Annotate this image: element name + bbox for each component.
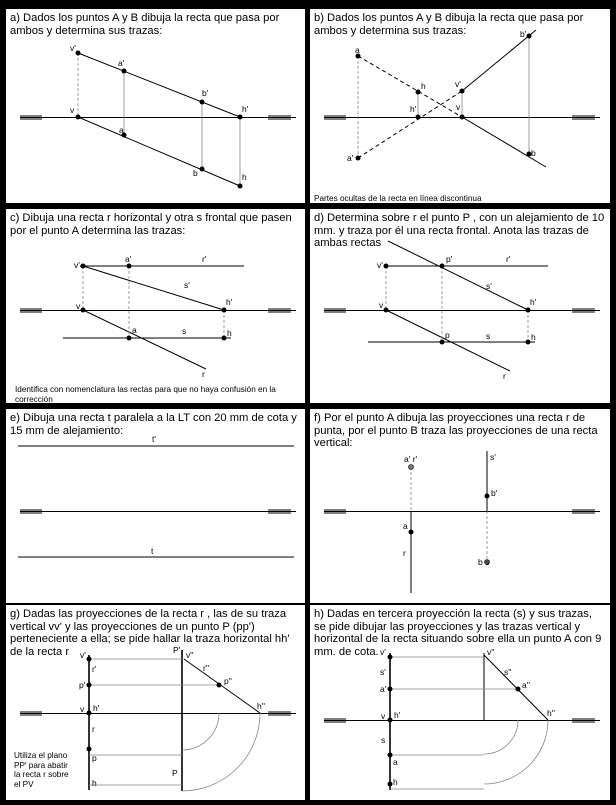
label-s-prime: s'	[486, 281, 492, 291]
point-h	[416, 90, 421, 95]
point-v	[87, 711, 92, 716]
line-r-prime	[462, 30, 536, 91]
panel-e-prompt: e) Dibuja una recta t paralela a la LT con 20 mm de cota y 15 mm de alejamiento:	[10, 412, 297, 437]
line-r-prime	[78, 53, 240, 117]
label-b: b	[193, 168, 198, 178]
hidden-segment	[358, 91, 462, 158]
point-v-prime	[81, 264, 86, 269]
label-p-double-prime: p''	[224, 676, 232, 686]
label-a-prime: a'	[118, 58, 125, 68]
panel-b-note: Partes ocultas de la recta en línea discontinua	[314, 194, 482, 203]
label-h-double-prime: h''	[547, 708, 555, 718]
panel-a-prompt: a) Dados los puntos A y B dibuja la recta que pasa por ambos y determina sus trazas:	[10, 12, 280, 37]
point-b	[200, 167, 205, 172]
label-r: r	[92, 724, 95, 734]
panel-f-prompt: f) Por el punto A dibuja las proyecciones una recta r de punta, por el punto B traza las proyecciones de una recta vertical:	[314, 412, 598, 449]
panel-d-prompt: d) Determina sobre r el punto P , con un alejamiento de 10 mm. y traza por él una recta frontal. Anota las trazas de ambas rectas	[314, 212, 605, 249]
panel-c	[6, 209, 305, 403]
label-h-prime: h'	[394, 710, 401, 720]
label-b-s: b s	[478, 557, 490, 567]
label-s: s	[381, 735, 386, 745]
point-v-prime	[388, 655, 393, 660]
point-v-prime	[384, 264, 389, 269]
point-h-prime	[526, 308, 531, 313]
label-h: h	[393, 777, 398, 787]
label-r-prime: r'	[506, 254, 511, 264]
label-a-double-prime: a''	[522, 680, 530, 690]
point-a	[388, 753, 393, 758]
line-r	[83, 310, 206, 369]
point-h-prime	[238, 115, 243, 120]
point-h	[238, 184, 243, 189]
label-h: h	[421, 81, 426, 91]
label-b-prime: b'	[520, 29, 527, 39]
label-plane-P-prime: P'	[173, 645, 181, 655]
point-a	[127, 336, 132, 341]
label-s-prime: s'	[184, 280, 190, 290]
point-a-prime	[409, 465, 414, 470]
panel-c-diagram	[6, 209, 305, 403]
label-h-prime: h'	[242, 104, 249, 114]
point-h	[222, 336, 227, 341]
panel-b-diagram	[310, 9, 610, 203]
point-p-double-prime	[217, 683, 222, 688]
label-s: s	[486, 331, 491, 341]
label-a-prime: a'	[125, 254, 132, 264]
line-r	[78, 117, 240, 186]
label-v: v	[381, 711, 386, 721]
rotation-arc	[182, 713, 219, 750]
label-h-prime: h'	[410, 104, 417, 114]
panel-h-diagram	[310, 605, 610, 800]
point-p-prime	[87, 683, 92, 688]
label-a-prime-r-prime: a' r'	[404, 454, 418, 464]
line-r	[386, 310, 510, 371]
point-h	[526, 340, 531, 345]
label-r: r	[202, 369, 205, 379]
panel-d	[310, 209, 610, 403]
panel-g-note: Utiliza el plano PP' para abatir la recta r sobre el PV	[14, 751, 69, 789]
point-a	[409, 530, 414, 535]
label-s: s	[182, 326, 187, 336]
point-h-prime	[222, 308, 227, 313]
point-b-prime	[527, 34, 532, 39]
panel-h-prompt: h) Dadas en tercera proyección la recta (s) y sus trazas, se pide dibujar las proyecciones y las trazas vertical y horizontal de la recta situando sobre ella un punto A con 9 mm. de cota.	[314, 608, 602, 658]
panel-f-diagram	[310, 409, 610, 603]
label-v-prime: v'	[380, 647, 386, 657]
rotation-arc	[182, 713, 260, 791]
point-v-prime	[87, 657, 92, 662]
label-plane-P: P	[172, 768, 178, 778]
point-b-prime	[200, 100, 205, 105]
line-r	[462, 117, 546, 167]
line-s-prime	[388, 241, 528, 310]
label-v: v	[80, 704, 85, 714]
label-v: v	[456, 102, 461, 112]
label-p-prime: p'	[446, 254, 453, 264]
label-h-prime: h'	[226, 297, 233, 307]
label-p: p	[92, 753, 97, 763]
label-b: b	[531, 148, 536, 158]
label-a-prime: a'	[347, 153, 354, 163]
label-b-prime: b'	[491, 488, 498, 498]
label-a: a	[403, 521, 408, 531]
label-r-double-prime: r''	[203, 663, 210, 673]
label-v-prime: v'	[70, 43, 76, 53]
label-a: a	[355, 45, 360, 55]
label-h-prime: h'	[93, 703, 100, 713]
label-s-double-prime: s''	[504, 667, 512, 677]
point-p	[440, 340, 445, 345]
label-t-prime: t'	[152, 434, 156, 444]
panel-a	[6, 9, 305, 203]
label-a-prime: a'	[380, 684, 387, 694]
panel-h	[310, 605, 610, 800]
label-v-double-prime: v''	[186, 650, 194, 660]
point-a-prime	[127, 264, 132, 269]
point-a-prime	[122, 69, 127, 74]
label-v-double-prime: v''	[487, 647, 495, 657]
label-h: h	[227, 328, 232, 338]
label-v-prime: v'	[455, 79, 461, 89]
point-a-double-prime	[516, 687, 521, 692]
point-a-prime	[356, 156, 361, 161]
line-s-prime	[83, 266, 224, 310]
panel-e	[6, 409, 305, 603]
label-s-prime: s'	[380, 667, 386, 677]
point-v	[81, 308, 86, 313]
label-t: t	[151, 546, 154, 556]
label-v-prime: v'	[80, 650, 86, 660]
panel-g	[6, 605, 305, 800]
label-h: h	[92, 778, 97, 788]
line-r-double-prime	[184, 659, 260, 713]
label-r-prime: r'	[202, 254, 207, 264]
label-v-prime: v'	[377, 260, 383, 270]
panel-f	[310, 409, 610, 603]
panel-b	[310, 9, 610, 203]
rotation-arc	[484, 720, 518, 754]
label-p-prime: p'	[79, 680, 86, 690]
point-a-prime	[388, 687, 393, 692]
panel-g-prompt: g) Dadas las proyecciones de la recta r , las de su traza vertical vv' y las proyecciones de un punto P (pp') perteneciente a ella; se pide hallar la traza horizontal hh' de la recta r	[10, 608, 290, 658]
label-v: v	[379, 300, 384, 310]
label-v: v	[76, 301, 81, 311]
point-p-prime	[440, 264, 445, 269]
point-v-prime	[460, 89, 465, 94]
label-s-prime: s'	[490, 452, 496, 462]
label-h: h	[242, 172, 247, 182]
panel-d-diagram	[310, 209, 610, 403]
label-a: a	[119, 125, 124, 135]
point-v	[460, 115, 465, 120]
point-h	[388, 782, 393, 787]
point-v	[384, 308, 389, 313]
point-b-prime	[485, 494, 490, 499]
label-v-prime: v'	[74, 260, 80, 270]
point-v	[388, 718, 393, 723]
point-v-prime	[76, 51, 81, 56]
label-r: r	[503, 371, 506, 381]
label-b-prime: b'	[202, 88, 209, 98]
point-v	[76, 115, 81, 120]
panel-e-diagram	[6, 409, 305, 603]
label-v: v	[70, 105, 75, 115]
label-r: r	[403, 548, 406, 558]
rotation-arc	[484, 720, 548, 784]
label-h: h	[531, 332, 536, 342]
point-p	[87, 747, 92, 752]
panel-c-prompt: c) Dibuja una recta r horizontal y otra s frontal que pasen por el punto A determina las trazas:	[10, 212, 292, 237]
label-a: a	[132, 325, 137, 335]
label-h-double-prime: h''	[257, 701, 265, 711]
label-h-prime: h'	[530, 297, 537, 307]
label-p: p	[445, 330, 450, 340]
panel-c-note: Identifica con nomenclatura las rectas para que no haya confusión en la corrección	[15, 385, 276, 403]
panel-a-diagram	[6, 9, 305, 203]
label-a: a	[393, 757, 398, 767]
label-r-prime: r'	[92, 664, 97, 674]
point-h-prime	[416, 115, 421, 120]
panel-b-prompt: b) Dados los puntos A y B dibuja la recta que pasa por ambos y determina sus trazas:	[314, 12, 584, 37]
